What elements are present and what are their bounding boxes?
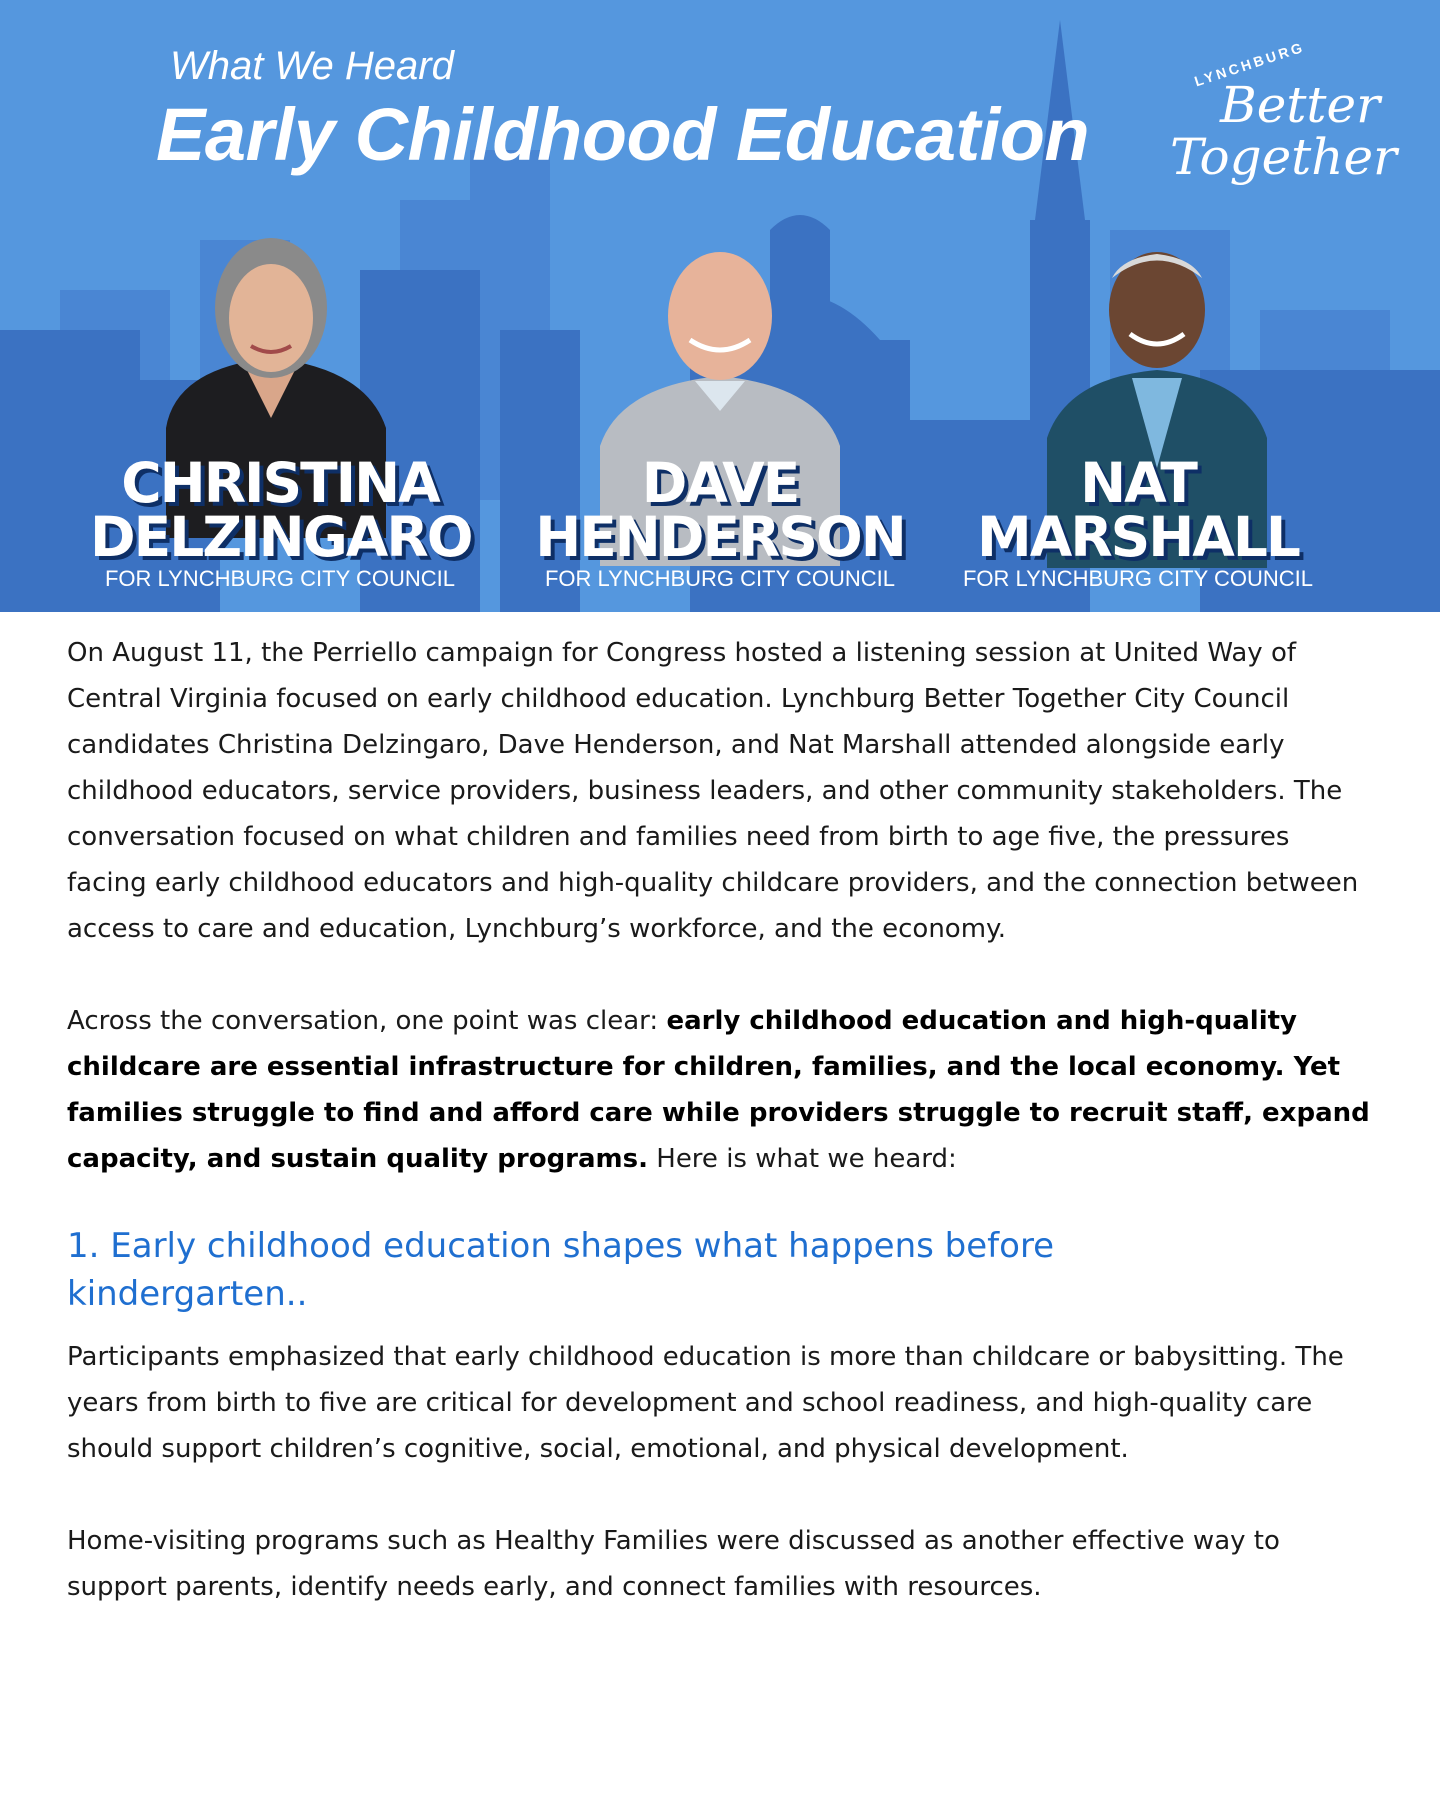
logo-line-1: Better bbox=[1220, 76, 1381, 134]
intro-paragraph: On August 11, the Perriello campaign for Congress hosted a listening session at United Way of Central Virginia focused on early childhood education. Lynchburg Better Together City Council candidates Christina Delzingaro, Dave Henderson, and Nat Marshall attended alongside early childhood educators, service providers, business leaders, and other community stakeholders. The conversation focused on what children and families need from birth to age five, the pressures facing early childhood educators and high-quality childcare providers, and the connection between access to care and education, Lynchburg’s workforce, and the economy. bbox=[67, 638, 1359, 944]
section-1-heading: 1. Early childhood education shapes what happens before kindergarten.. bbox=[67, 1226, 1055, 1314]
header-kicker: What We Heard bbox=[170, 44, 454, 88]
candidate-subtitle-1: FOR LYNCHBURG CITY COUNCIL bbox=[104, 566, 455, 591]
candidate-subtitle-2: FOR LYNCHBURG CITY COUNCIL bbox=[544, 566, 895, 591]
candidate-first-name-2: DAVE bbox=[641, 451, 799, 515]
candidate-name-1 bbox=[90, 451, 472, 569]
candidate-last-name-3: MARSHALL bbox=[977, 505, 1299, 569]
section-1-paragraph-2: Home-visiting programs such as Healthy Families were discussed as another effective way to support parents, identify needs early, and connect families with resources. bbox=[67, 1526, 1280, 1602]
logo-city: LYNCHBURG bbox=[1192, 38, 1307, 90]
header-banner bbox=[0, 0, 1440, 612]
candidate-last-name-1: DELZINGARO bbox=[90, 505, 472, 569]
summary-paragraph bbox=[67, 998, 1373, 1182]
candidate-subtitle-3: FOR LYNCHBURG CITY COUNCIL bbox=[962, 566, 1313, 591]
page-title: Early Childhood Education bbox=[156, 93, 1090, 176]
article-body bbox=[67, 630, 1373, 1610]
candidate-name-2 bbox=[530, 451, 910, 569]
summary-lead: Across the conversation, one point was clear: bbox=[67, 1006, 667, 1036]
candidate-first-name-3: NAT bbox=[1080, 451, 1196, 515]
candidate-first-name-1: CHRISTINA bbox=[121, 451, 439, 515]
candidate-name-3 bbox=[948, 451, 1328, 569]
summary-key-point: early childhood education and high-quality childcare are essential infrastructure for children, families, and the local economy. Yet families struggle to find and afford care while providers struggle to recruit staff, expand capacity, and sustain quality programs. bbox=[67, 1006, 1370, 1174]
candidate-last-name-2: HENDERSON bbox=[535, 505, 905, 569]
summary-tail: Here is what we heard: bbox=[648, 1144, 957, 1174]
better-together-logo bbox=[1160, 38, 1397, 200]
logo-line-2: Together bbox=[1170, 128, 1397, 186]
section-1-paragraph-1: Participants emphasized that early childhood education is more than childcare or babysitting. The years from birth to five are critical for development and school readiness, and high-quality care should support children’s cognitive, social, emotional, and physical development. bbox=[67, 1342, 1344, 1464]
